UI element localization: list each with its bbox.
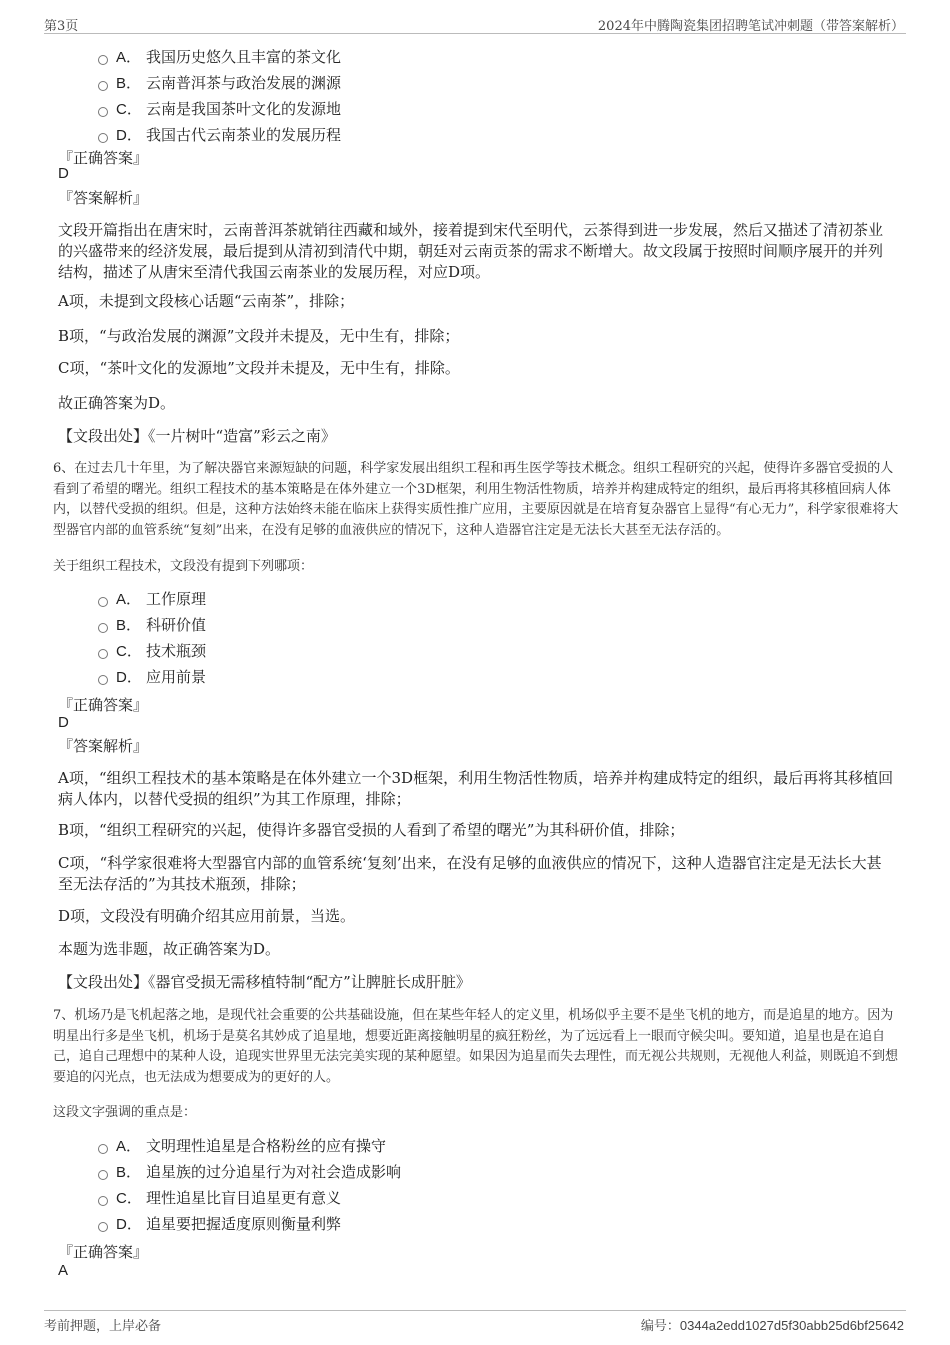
analysis-paragraph: 本题为选非题，故正确答案为D。: [58, 940, 281, 958]
document-code: [641, 1315, 904, 1334]
radio-icon[interactable]: [98, 55, 108, 65]
answer-label: 『正确答案』: [58, 149, 149, 167]
answer-label: 『正确答案』: [58, 696, 149, 714]
analysis-paragraph: B项，“与政治发展的渊源”文段并未提及，无中生有，排除；: [58, 327, 460, 345]
answer-value: D: [58, 165, 69, 182]
source-citation: 【文段出处】《器官受损无需移植特制“配方”让脾脏长成肝脏》: [58, 973, 471, 991]
option-d[interactable]: D． 追星要把握适度原则衡量利弊: [98, 1214, 341, 1234]
header-divider: [44, 33, 906, 34]
radio-icon[interactable]: [98, 597, 108, 607]
analysis-label: 『答案解析』: [58, 189, 149, 207]
option-b[interactable]: B． 云南普洱茶与政治发展的渊源: [98, 73, 341, 93]
footer-slogan: 考前押题，上岸必备: [44, 1319, 162, 1334]
analysis-paragraph: 故正确答案为D。: [58, 394, 176, 412]
analysis-paragraph: B项，“组织工程研究的兴起，使得许多器官受损的人看到了希望的曙光”为其科研价值，排除；: [58, 821, 685, 839]
answer-label: 『正确答案』: [58, 1243, 149, 1261]
analysis-paragraph: C项，“茶叶文化的发源地”文段并未提及，无中生有，排除。: [58, 359, 460, 377]
code-label: 编号：: [640, 1319, 680, 1334]
radio-icon[interactable]: [98, 1144, 108, 1154]
radio-icon[interactable]: [98, 1196, 108, 1206]
document-title: 2024年中腾陶瓷集团招聘笔试冲刺题（带答案解析）: [597, 19, 904, 34]
code-value: 0344a2edd1027d5f30abb25d6bf25642: [679, 1318, 904, 1333]
analysis-paragraph: A项，未提到文段核心话题“云南茶”，排除；: [58, 292, 355, 310]
analysis-paragraph: D项，文段没有明确介绍其应用前景，当选。: [58, 907, 356, 925]
page-number: 第3页: [44, 19, 79, 34]
analysis-paragraph: 文段开篇指出在唐宋时，云南普洱茶就销往西藏和域外，接着提到宋代至明代，云茶得到进一步发展，然后又描述了清初茶业的兴盛带来的经济发展，最后提到从清初到清代中期，朝廷对云南贡茶的需求不断增大。故文段属于按照时间顺序展开的并列结构，描述了从唐宋至清代我国云南茶业的发展历程，对应D项。: [58, 221, 884, 281]
footer-divider: [44, 1310, 906, 1311]
question-stem: 7、机场乃是飞机起落之地，是现代社会重要的公共基础设施，但在某些年轻人的定义里，机场似乎主要不是坐飞机的地方，而是追星的地方。因为明星出行多是坐飞机，机场于是莫名其妙成了追星地，想要近距离接触明星的疯狂粉丝，为了远远看上一眼而守候尖叫。要知道，追星也是在追自己，追自己理想中的某种人设，追现实世界里无法完美实现的某种愿望。如果因为追星而失去理性，而无视公共规则，无视他人利益，则既追不到想要追的闪光点，也无法成为想要成为的更好的人。: [53, 1008, 899, 1085]
question-prompt: 关于组织工程技术，文段没有提到下列哪项：: [53, 559, 314, 574]
option-c[interactable]: C． 云南是我国茶叶文化的发源地: [98, 99, 341, 119]
option-b[interactable]: B． 科研价值: [98, 615, 206, 635]
analysis-paragraph: A项，“组织工程技术的基本策略是在体外建立一个3D框架，利用生物活性物质，培养并构建成特定的组织，最后再将其移植回病人体内，以替代受损的组织”为其工作原理，排除；: [58, 769, 894, 808]
radio-icon[interactable]: [98, 1170, 108, 1180]
option-d[interactable]: D． 我国古代云南茶业的发展历程: [98, 125, 341, 145]
option-c[interactable]: C． 技术瓶颈: [98, 641, 206, 661]
page-header: [0, 0, 950, 34]
question-stem: 6、在过去几十年里，为了解决器官来源短缺的问题，科学家发展出组织工程和再生医学等技术概念。组织工程研究的兴起，使得许多器官受损的人看到了希望的曙光。组织工程技术的基本策略是在体外建立一个3D框架，利用生物活性物质，培养并构建成特定的组织，最后再将其移植回病人体内，以替代受损的组织。但是，这种方法始终未能在临床上获得实质性推广应用，主要原因就是在培育复杂器官上显得“有心无力”，科学家很难将大型器官内部的血管系统“复刻”出来，在没有足够的血液供应的情况下，这种人造器官注定是无法长大甚至无法存活的。: [53, 461, 899, 538]
answer-value: D: [58, 714, 69, 731]
radio-icon[interactable]: [98, 133, 108, 143]
option-d[interactable]: D． 应用前景: [98, 667, 206, 687]
option-c[interactable]: C． 理性追星比盲目追星更有意义: [98, 1188, 341, 1208]
option-a[interactable]: A． 文明理性追星是合格粉丝的应有操守: [98, 1136, 386, 1156]
radio-icon[interactable]: [98, 1222, 108, 1232]
option-b[interactable]: B． 追星族的过分追星行为对社会造成影响: [98, 1162, 401, 1182]
radio-icon[interactable]: [98, 107, 108, 117]
analysis-label: 『答案解析』: [58, 737, 149, 755]
radio-icon[interactable]: [98, 649, 108, 659]
radio-icon[interactable]: [98, 675, 108, 685]
answer-value: A: [58, 1262, 69, 1279]
source-citation: 【文段出处】《一片树叶“造富”彩云之南》: [58, 427, 336, 445]
radio-icon[interactable]: [98, 81, 108, 91]
option-a[interactable]: A． 我国历史悠久且丰富的茶文化: [98, 47, 341, 67]
analysis-paragraph: C项，“科学家很难将大型器官内部的血管系统‘复刻’出来，在没有足够的血液供应的情况下，这种人造器官注定是无法长大甚至无法存活的”为其技术瓶颈，排除；: [58, 854, 882, 893]
question-prompt: 这段文字强调的重点是：: [53, 1105, 197, 1120]
radio-icon[interactable]: [98, 623, 108, 633]
option-a[interactable]: A． 工作原理: [98, 589, 206, 609]
